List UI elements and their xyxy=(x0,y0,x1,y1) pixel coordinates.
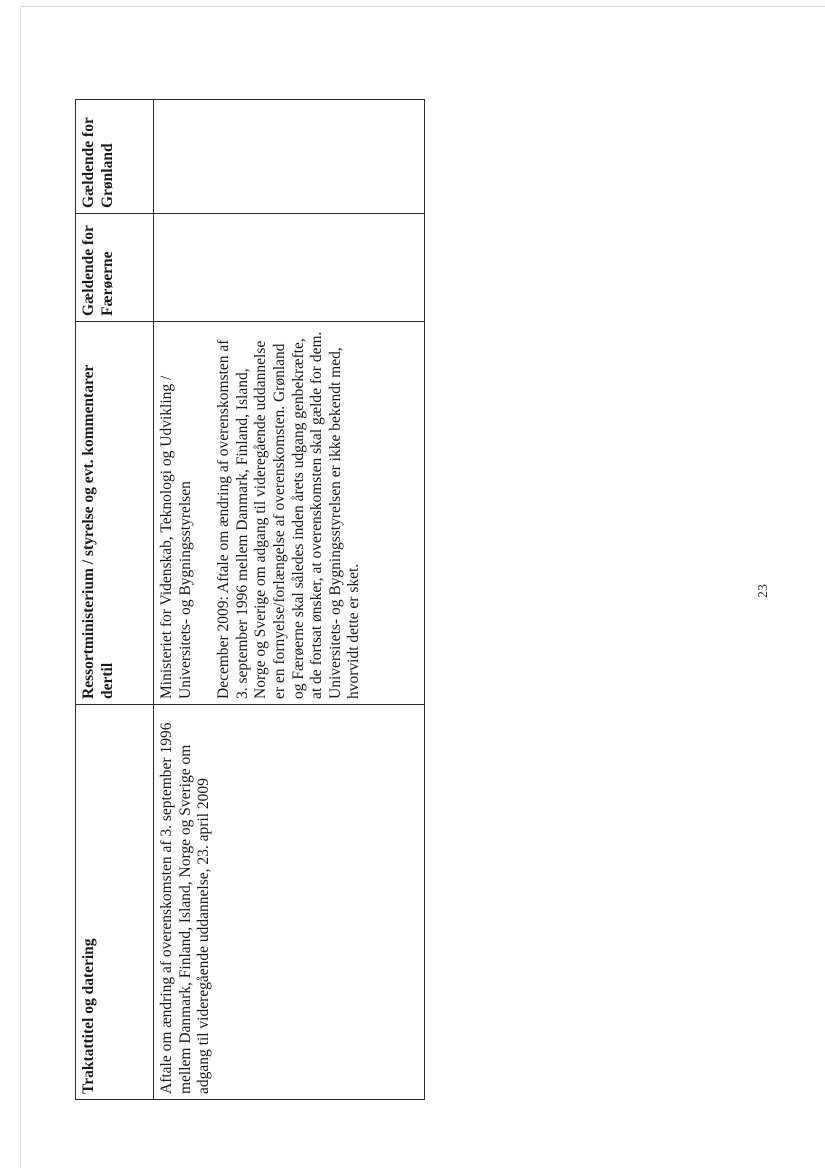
ministry-comment: December 2009: Aftale om ændring af overenskomsten af 3. september 1996 mellem Danmark, Finland, Island, Norge og Sverige om adgang til videregående uddannelse er en fornyelse/forlængelse af overenskomsten. Grønland og Færøerne skal således inden årets udgang genbekræfte, at de fortsat ønsker, at overenskomsten skal gælde for dem. Universitets- og Bygningsstyrelsen er ikke bekendt med, hvorvidt dette er sket. xyxy=(215,331,363,699)
cell-faroe-islands xyxy=(154,214,425,322)
page-edge-top xyxy=(20,6,825,7)
treaty-table xyxy=(75,99,425,1100)
header-greenland: Gældende for Grønland xyxy=(76,100,154,214)
rotated-table-container xyxy=(75,100,425,1100)
header-faroe-islands: Gældende for Færøerne xyxy=(76,214,154,322)
table-header-row xyxy=(76,100,154,1100)
header-treaty-title: Traktattitel og datering xyxy=(76,705,154,1100)
cell-treaty-title: Aftale om ændring af overenskomsten af 3. september 1996 mellem Danmark, Finland, Island, Norge og Sverige om adgang til videregående uddannelse, 23. april 2009 xyxy=(154,705,425,1100)
page-number: 23 xyxy=(756,584,771,598)
ministry-name: Ministeriet for Videnskab, Teknologi og Udvikling / Universitets- og Bygningsstyrelsen xyxy=(158,375,194,699)
page-edge-left xyxy=(20,6,21,1168)
cell-ministry xyxy=(154,322,425,705)
cell-greenland xyxy=(154,100,425,214)
table-row xyxy=(154,100,425,1100)
header-ministry: Ressortministerium / styrelse og evt. kommentarer dertil xyxy=(76,322,154,705)
